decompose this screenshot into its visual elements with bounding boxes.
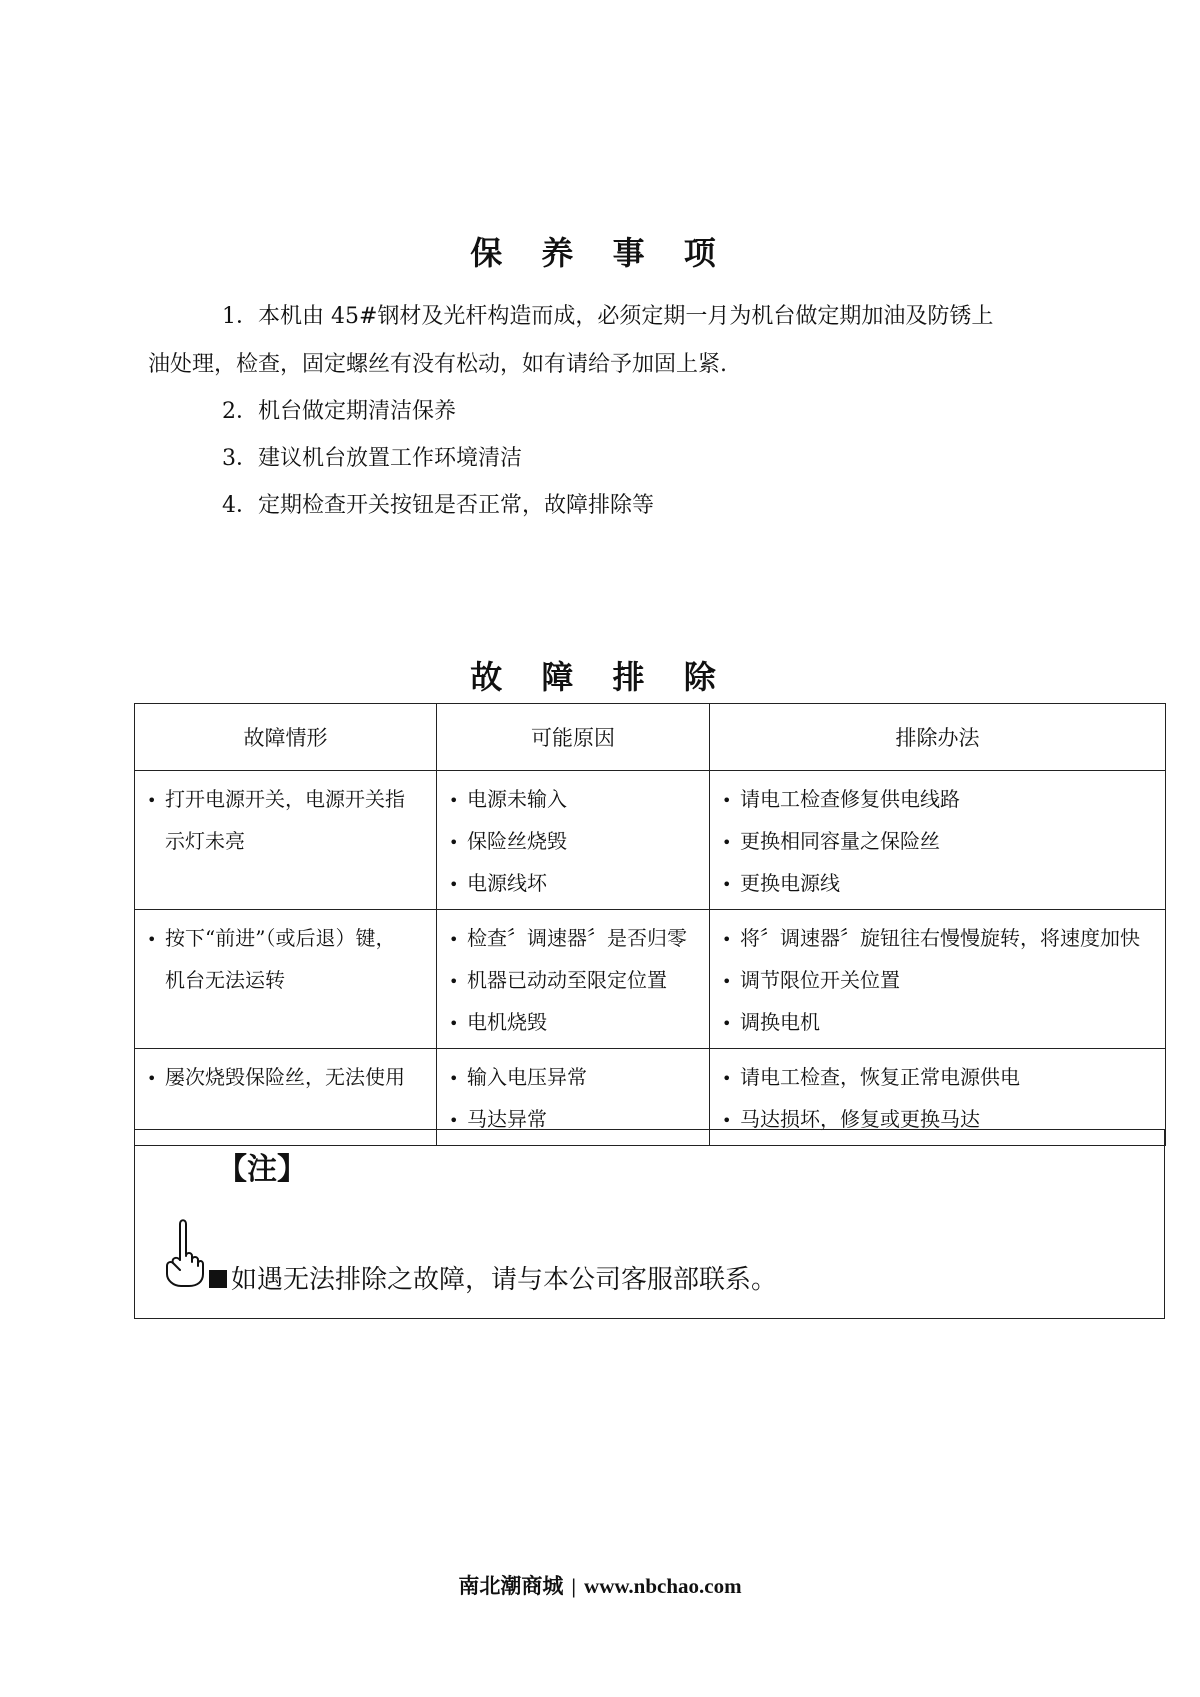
bullet: • xyxy=(449,972,459,991)
maintenance-item-4 xyxy=(222,492,654,520)
bullet: • xyxy=(449,833,459,852)
cause-text: 保险丝烧毁 xyxy=(467,829,567,853)
cause-text: 电机烧毁 xyxy=(467,1010,547,1034)
maintenance-title: 保 养 事 项 xyxy=(470,234,730,272)
symptom-text: 屡次烧毁保险丝，无法使用 xyxy=(165,1065,405,1089)
note-heading: 【注】 xyxy=(217,1152,307,1187)
troubleshooting-table xyxy=(134,703,1166,1146)
cause-text: 电源线坏 xyxy=(467,871,547,895)
symptom-cell xyxy=(135,910,437,1049)
remedy-text: 调换电机 xyxy=(740,1010,820,1034)
cause-text: 机器已动动至限定位置 xyxy=(467,968,667,992)
maintenance-item-1-cont: 油处理，检查，固定螺丝有没有松动，如有请给予加固上紧. xyxy=(148,352,727,377)
table-header-row xyxy=(135,704,1166,771)
bullet: • xyxy=(147,791,157,810)
remedy-text: 更换相同容量之保险丝 xyxy=(740,829,940,853)
troubleshooting-title: 故 障 排 除 xyxy=(470,658,730,696)
symptom-text: 示灯未亮 xyxy=(165,829,245,853)
maintenance-item-2 xyxy=(222,398,456,426)
bullet: • xyxy=(147,930,157,949)
cause-text: 电源未输入 xyxy=(467,787,567,811)
header-remedy: 排除办法 xyxy=(710,704,1166,771)
bullet: • xyxy=(449,791,459,810)
cause-text: 检查〞调速器〞是否归零 xyxy=(467,926,687,950)
remedy-cell xyxy=(710,771,1166,910)
pointing-hand-icon xyxy=(161,1216,205,1292)
bullet: • xyxy=(449,1111,459,1130)
item-number: 3． xyxy=(222,446,258,471)
footer-separator: | xyxy=(571,1574,577,1598)
remedy-text: 调节限位开关位置 xyxy=(740,968,900,992)
bullet: • xyxy=(722,1069,732,1088)
bullet: • xyxy=(722,930,732,949)
remedy-text: 请电工检查修复供电线路 xyxy=(740,787,960,811)
bullet: • xyxy=(722,875,732,894)
bullet: • xyxy=(449,875,459,894)
bullet: • xyxy=(722,1014,732,1033)
footer xyxy=(0,1570,1200,1600)
cause-cell xyxy=(437,771,710,910)
bullet: • xyxy=(722,972,732,991)
note-text: 如遇无法排除之故障，请与本公司客服部联系。 xyxy=(231,1265,778,1295)
symptom-text: 机台无法运转 xyxy=(165,968,285,992)
maintenance-item-1 xyxy=(222,303,993,331)
item-text: 机台做定期清洁保养 xyxy=(258,399,457,424)
remedy-text: 将〞调速器〞旋钮往右慢慢旋转，将速度加快 xyxy=(740,926,1140,950)
footer-brand: 南北潮商城 xyxy=(458,1574,564,1598)
remedy-cell xyxy=(710,910,1166,1049)
footer-url[interactable]: www.nbchao.com xyxy=(584,1574,742,1598)
bullet: • xyxy=(722,1111,732,1130)
item-text: 建议机台放置工作环境清洁 xyxy=(258,446,523,471)
bullet: • xyxy=(722,833,732,852)
cause-text: 输入电压异常 xyxy=(467,1065,587,1089)
symptom-cell xyxy=(135,771,437,910)
bullet: • xyxy=(449,1069,459,1088)
remedy-text: 马达损坏，修复或更换马达 xyxy=(740,1107,980,1131)
note-box xyxy=(134,1129,1165,1319)
bullet: • xyxy=(449,930,459,949)
cause-cell xyxy=(437,910,710,1049)
note-text-line xyxy=(209,1259,777,1296)
bullet: • xyxy=(147,1069,157,1088)
table-row xyxy=(135,771,1166,910)
square-bullet-icon xyxy=(209,1270,227,1288)
remedy-text: 更换电源线 xyxy=(740,871,840,895)
item-number: 2． xyxy=(222,399,258,424)
cause-text: 马达异常 xyxy=(467,1107,547,1131)
bullet: • xyxy=(722,791,732,810)
item-number: 1． xyxy=(222,304,258,329)
table-row xyxy=(135,910,1166,1049)
item-text: 定期检查开关按钮是否正常，故障排除等 xyxy=(258,493,655,518)
header-symptom: 故障情形 xyxy=(135,704,437,771)
remedy-text: 请电工检查，恢复正常电源供电 xyxy=(740,1065,1020,1089)
symptom-text: 打开电源开关，电源开关指 xyxy=(165,787,405,811)
symptom-text: 按下“前进”（或后退）键， xyxy=(165,926,396,950)
maintenance-item-3 xyxy=(222,445,522,473)
bullet: • xyxy=(449,1014,459,1033)
item-text: 本机由 45#钢材及光杆构造而成，必须定期一月为机台做定期加油及防锈上 xyxy=(258,304,994,329)
header-cause: 可能原因 xyxy=(437,704,710,771)
item-number: 4． xyxy=(222,493,258,518)
